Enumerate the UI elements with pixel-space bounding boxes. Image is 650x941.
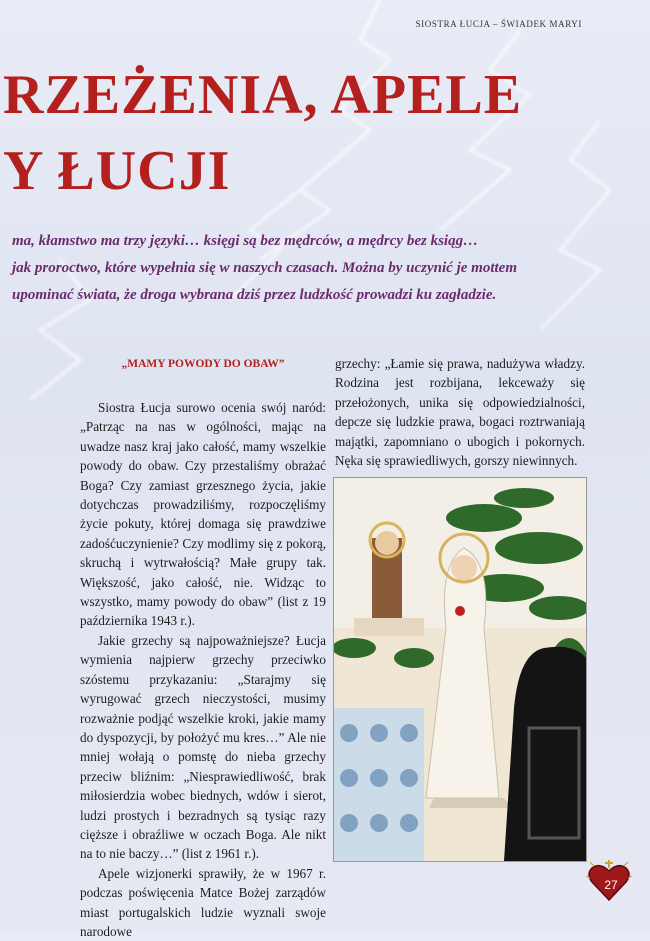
lead-line: ma, kłamstwo ma trzy języki… księgi są bez mędrców, a mędrcy bez ksiąg… <box>12 233 479 249</box>
photo-fatima-statue <box>333 477 587 862</box>
article-title-line-1: RZEŻENIA, APELE <box>3 64 523 126</box>
paragraph: Apele wizjonerki sprawiły, że w 1967 r. podczas poświęcenia Matce Bożej zarządów miast portugalskich ludzie wyznali swoje narodowe <box>80 865 326 939</box>
paragraph: Siostra Łucja surowo ocenia swój naród: „Patrząc na nas w ogólności, mając na uwadze nasz kraj jako całość, mamy wszelkie powody do obaw. Czy przestaliśmy obrażać Boga? Czy zamiast grzesznego życia, jakie dotychczas prowadziliśmy, rozpoczęliśmy życie pokuty, której domaga się prawdziwe zadośćuczynienie? Czy modlimy się z pokorą, skruchą i wytrwałością? Małe grupy tak. Większość, jako całość, nie. Widząc to wszystko, mamy powody do obaw” (list z 19 października 1943 r.). <box>80 400 326 629</box>
page-number: 27 <box>604 878 618 892</box>
paragraph: Jakie grzechy są najpoważniejsze? Łucja wymienia najpierw grzechy przeciwko szóstemu przykazaniu: „Starajmy się wyrugować grzech nieczystości, musimy rozważnie podjąć wszelkie kroki, jakie mamy do dyspozycji, by położyć mu kres…” Ale nie mniej wołają o pomstę do nieba grzechy przeciw bliźnim: „Niesprawiedliwość, brak miłosierdzia wobec biednych, wdów i sierot, ludzi prostych i bezradnych są tysiąc razy cięższe i obraźliwe w oczach Boga. Ale nikt na to nie baczy…” (list z 1961 r.). <box>80 632 326 862</box>
article-title-line-2: Y ŁUCJI <box>3 140 231 202</box>
left-column <box>80 398 326 941</box>
paragraph: grzechy: „Łamie się prawa, nadużywa władzy. Rodzina jest rozbijana, lekceważy się przełożonych, unika się odpowiedzialności, depcze się ludzkie prawa, bogaci roztrwaniają majątki, zapomniano o ubogich i pokornych. Nęka się sprawiedliwych, gorszy niewinnych. <box>335 356 585 469</box>
section-heading: „MAMY POWODY DO OBAW” <box>121 358 285 370</box>
lead-line: jak proroctwo, które wypełnia się w naszych czasach. Można by uczynić je mottem <box>12 260 517 276</box>
lead-paragraph <box>12 228 632 309</box>
right-column <box>335 354 585 470</box>
lead-line: upominać świata, że droga wybrana dziś przez ludzkość prowadzi ku zagładzie. <box>12 287 497 303</box>
running-header: SIOSTRA ŁUCJA – ŚWIADEK MARYI <box>415 19 582 29</box>
